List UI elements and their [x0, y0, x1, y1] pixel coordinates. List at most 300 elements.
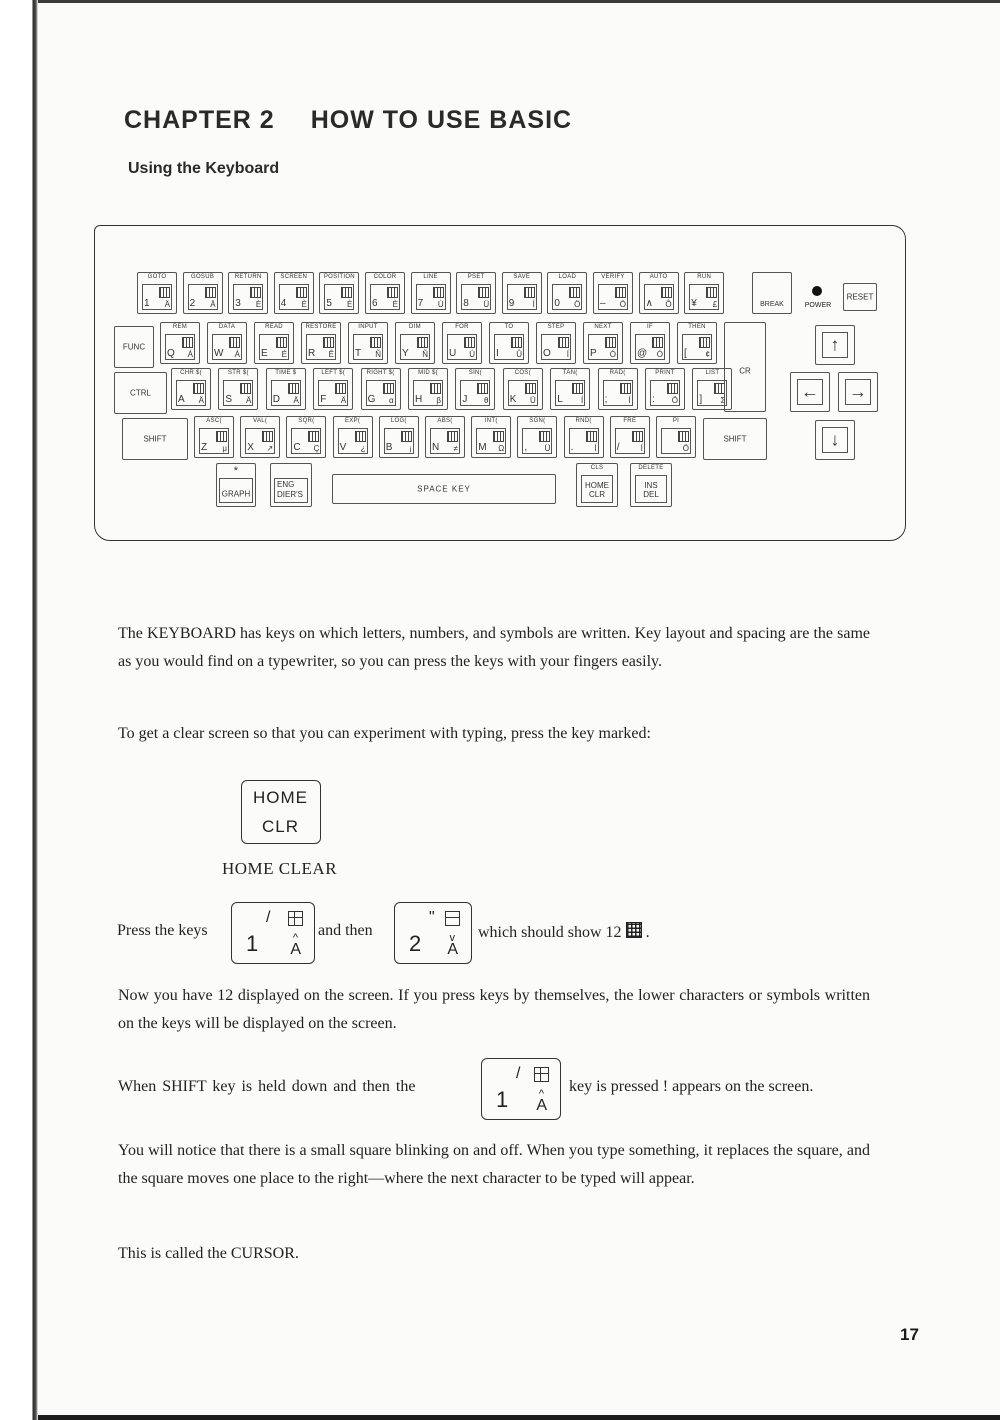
key-character: I	[496, 348, 499, 359]
key-top-label: PSET	[467, 274, 485, 280]
key-alt-character: Ñ	[422, 350, 428, 359]
key-alt-character: ¡	[409, 444, 412, 453]
key-alt-character: È	[392, 300, 398, 309]
key-character: 7	[417, 298, 424, 309]
key-alt-character: Ä	[293, 396, 299, 405]
key-character: B	[385, 442, 393, 453]
ctrl-key-label: CTRL	[130, 388, 151, 398]
chapter-title: HOW TO USE BASIC	[310, 106, 573, 134]
page-number: 17	[900, 1325, 919, 1344]
key-alt-character: Í	[594, 444, 597, 453]
key-character: F	[320, 394, 327, 405]
graphic-glyph-icon	[511, 337, 522, 348]
key-character: ¥	[691, 298, 697, 309]
key-alt-character: Ó	[656, 350, 663, 359]
key-character: ,	[524, 442, 528, 453]
keyboard-key	[301, 322, 341, 364]
key-top-label: RUN	[697, 274, 712, 280]
keyboard-key	[313, 368, 353, 410]
space-key-label: SPACE KEY	[417, 484, 471, 494]
key-top-label: VAL(	[253, 418, 268, 424]
key-top-label: GOSUB	[191, 274, 215, 280]
key-character: ∧	[645, 298, 653, 309]
graphic-glyph-icon	[288, 383, 299, 394]
key-top-label: ABS(	[437, 418, 453, 424]
keyboard-key	[348, 322, 388, 364]
keyboard-key	[456, 272, 496, 314]
key-top-label: RESTORE	[305, 324, 337, 330]
func-key-label: FUNC	[122, 342, 146, 352]
key-alt-character: Á	[234, 350, 240, 359]
key-alt-character: £	[712, 300, 718, 309]
graphic-glyph-icon	[706, 287, 717, 298]
keyboard-key	[137, 272, 177, 314]
key-alt-character: Σ	[720, 396, 726, 405]
key-top-label: RAD(	[609, 370, 626, 376]
key-alt-character: Ö	[671, 396, 678, 405]
graphic-glyph-icon	[159, 287, 170, 298]
paragraph-cursor-name: This is called the CURSOR.	[118, 1245, 299, 1262]
arrow-up-icon: ↑	[830, 334, 840, 355]
key-alt-character: Í	[628, 396, 631, 405]
keyboard-key	[218, 368, 258, 410]
key-top-label: SGN(	[529, 418, 546, 424]
keyboard-key	[408, 368, 448, 410]
key-top-label: SIN(	[468, 370, 482, 376]
page-binding-edge	[0, 0, 38, 1420]
shift-key-1-accent-letter: A	[536, 1097, 547, 1114]
key-top-label: CHR $(	[180, 370, 202, 376]
keyboard-key	[254, 322, 294, 364]
key-alt-character: Ö	[619, 300, 626, 309]
key-character: G	[367, 394, 376, 405]
graphic-glyph-icon	[276, 337, 287, 348]
key-1-figure	[231, 902, 315, 964]
key-character: 2	[189, 298, 196, 309]
key-alt-character: Ä	[164, 300, 170, 309]
arrow-left-icon: ←	[801, 381, 819, 402]
key-top-label: ASC(	[206, 418, 222, 424]
key-top-label: LOAD	[558, 274, 577, 280]
key-top-label: LINE	[423, 274, 438, 280]
key-character: Z	[201, 442, 208, 453]
key-character: A	[178, 394, 185, 405]
home-key-line-2: CLR	[262, 817, 300, 836]
power-indicator	[798, 272, 838, 314]
reset-key	[843, 283, 877, 311]
key-alt-character: μ	[222, 444, 227, 453]
key-top-label: IF	[647, 324, 653, 330]
graphic-glyph-icon	[229, 337, 240, 348]
key-top-label: POSITION	[323, 274, 355, 280]
keyboard-key	[503, 368, 543, 410]
graphic-glyph-icon	[477, 383, 488, 394]
key-top-label: GOTO	[147, 274, 167, 280]
graphic-glyph-icon	[478, 287, 489, 298]
key-alt-character: È	[255, 300, 262, 309]
key-alt-character: Û	[516, 350, 522, 359]
keyboard-key	[489, 322, 529, 364]
graphic-glyph-icon	[605, 337, 616, 348]
ins-key-label-1: INS	[644, 481, 658, 490]
key-top-label: DATA	[218, 324, 236, 330]
key-alt-character: Ê	[328, 350, 334, 359]
arrow-up-key	[815, 325, 855, 365]
key-top-label: TAN(	[562, 370, 578, 376]
key-character: J	[462, 394, 468, 405]
graphic-glyph-icon	[620, 383, 631, 394]
key-top-label: COS(	[514, 370, 531, 376]
key-top-label: FRE	[623, 418, 637, 424]
key-alt-character: Ì	[532, 300, 535, 309]
graph-key-top: *	[233, 465, 239, 477]
break-key-label: BREAK	[760, 301, 784, 308]
key-top-label: LOG(	[390, 418, 407, 424]
break-key	[752, 272, 792, 314]
key-top-label: NEXT	[594, 324, 612, 330]
key-top-label: STEP	[547, 324, 565, 330]
graphic-glyph-icon	[572, 383, 583, 394]
key-character: 3	[235, 298, 241, 309]
key-character: H	[415, 394, 423, 405]
ins-key-label-2: DEL	[643, 490, 659, 499]
graphic-glyph-icon	[341, 287, 352, 298]
key-alt-character: Ö	[574, 300, 581, 309]
key-top-label: SCREEN	[280, 274, 308, 280]
key-character: 6	[372, 298, 378, 309]
delete-key-top: DELETE	[638, 465, 664, 471]
cr-key	[724, 322, 766, 412]
key-alt-character: Ü	[544, 444, 551, 453]
key-alt-character: ≠	[453, 444, 458, 453]
paragraph-cursor-description: You will notice that there is a small square blinking on and off. When you type something, it replaces the square, and the square moves one place to the right—where the next character to be typed will appear.	[118, 1142, 870, 1187]
keyboard-key	[677, 322, 717, 364]
keyboard-key	[639, 272, 679, 314]
key-top-label: STR $(	[227, 370, 249, 376]
func-key	[114, 326, 154, 368]
graphic-glyph-icon	[667, 383, 678, 394]
key-top-label: AUTO	[649, 274, 668, 280]
home-clr-key-figure	[241, 780, 321, 844]
shift-key-1-number: 1	[496, 1087, 509, 1112]
paragraph-keyboard-intro: The KEYBOARD has keys on which letters, numbers, and symbols are written. Key layout and spacing are the same as you would find on a typewriter, so you can press the keys with your fingers easily.	[118, 625, 870, 670]
key-top-label: THEN	[688, 324, 706, 330]
graphic-glyph-icon	[699, 337, 710, 348]
shift-left-key-label: SHIFT	[143, 434, 167, 444]
eng-key-label-1: ENG	[277, 480, 295, 489]
key-character: –	[600, 298, 606, 309]
key-character: S	[225, 394, 233, 405]
graphic-glyph-icon	[615, 287, 626, 298]
key-top-label: LEFT $(	[321, 370, 346, 376]
graphic-glyph-icon	[308, 431, 319, 442]
key-character: ;	[604, 394, 608, 405]
graphic-glyph-icon	[401, 431, 412, 442]
keyboard-key	[455, 368, 495, 410]
graphic-glyph-icon	[430, 383, 441, 394]
keyboard-key	[194, 416, 234, 458]
key-alt-character: Ñ	[375, 350, 381, 359]
key-top-label: RIGHT $(	[366, 370, 395, 376]
graphic-glyph-icon	[370, 337, 381, 348]
keyboard-key	[442, 322, 482, 364]
key-character: C	[293, 442, 301, 453]
key-character: 0	[554, 298, 560, 309]
key-alt-character: Ä	[340, 396, 347, 405]
home-key-label-2: CLR	[588, 490, 605, 499]
key-1-number: 1	[246, 931, 259, 956]
key-1-accent-letter: A	[290, 941, 301, 958]
space-key	[332, 474, 556, 504]
key-alt-character: Ô	[665, 300, 672, 309]
key-character: R	[308, 348, 316, 359]
graphic-glyph-icon	[335, 383, 346, 394]
chapter-number: CHAPTER 2	[124, 106, 275, 134]
keyboard-key	[550, 368, 590, 410]
keyboard-key	[502, 272, 542, 314]
graphic-glyph-icon	[661, 287, 672, 298]
press-keys-end: .	[645, 924, 650, 941]
key-alt-character: È	[301, 300, 307, 309]
key-character: X	[247, 442, 254, 453]
graphic-glyph-icon	[464, 337, 475, 348]
graphic-glyph-icon	[383, 383, 394, 394]
key-character: @	[637, 348, 648, 359]
section-subtitle: Using the Keyboard	[128, 160, 280, 177]
key-top-label: EXP(	[344, 418, 361, 424]
box-glyph-icon	[445, 911, 460, 926]
keyboard-key	[610, 416, 650, 458]
ins-del-key	[630, 463, 672, 507]
key-top-label: PI	[672, 418, 680, 424]
key-2-accent-mark: v	[449, 932, 455, 944]
keyboard-key	[684, 272, 724, 314]
key-alt-character: Ç	[313, 444, 320, 453]
key-top-label: READ	[265, 324, 283, 330]
keyboard-key	[411, 272, 451, 314]
key-character: Y	[402, 348, 409, 359]
key-top-label: INPUT	[358, 324, 378, 330]
graphic-glyph-icon	[240, 383, 251, 394]
key-2-figure	[394, 902, 472, 964]
key-alt-character: Ó	[609, 350, 616, 359]
keyboard-key	[333, 416, 373, 458]
key-top-label: DIM	[409, 324, 421, 330]
key-alt-character: Í	[640, 444, 643, 453]
key-character: 9	[508, 298, 515, 309]
cr-key-label: CR	[739, 366, 751, 376]
graphic-glyph-icon	[569, 287, 580, 298]
keyboard-key	[564, 416, 604, 458]
ctrl-key	[114, 372, 167, 414]
press-keys-suffix	[478, 922, 650, 942]
key-2-symbol: "	[429, 909, 435, 926]
keyboard-key	[171, 368, 211, 410]
graphic-glyph-icon	[524, 287, 535, 298]
key-character: 4	[280, 298, 287, 309]
key-character: /	[616, 442, 620, 453]
key-alt-character: Á	[187, 350, 193, 359]
key-alt-character: Ù	[437, 300, 444, 309]
shift-left-key	[122, 418, 188, 460]
key-character: W	[214, 348, 224, 359]
graphic-glyph-icon	[182, 337, 193, 348]
graphic-glyph-icon	[193, 383, 204, 394]
key-alt-character: È	[347, 300, 353, 309]
graphic-glyph-icon	[447, 431, 458, 442]
power-label: POWER	[804, 302, 832, 309]
graphic-glyph-icon	[678, 431, 689, 442]
shift-right-key	[703, 418, 767, 460]
graphic-glyph-icon	[525, 383, 536, 394]
graphic-glyph-icon	[387, 287, 398, 298]
arrow-left-key	[790, 372, 830, 412]
graphic-glyph-icon	[586, 431, 597, 442]
keyboard-key	[425, 416, 465, 458]
keyboard-key	[379, 416, 419, 458]
graphic-glyph-icon	[262, 431, 273, 442]
keyboard-key	[286, 416, 326, 458]
arrow-right-key	[838, 372, 878, 412]
graphic-glyph-icon	[539, 431, 550, 442]
key-2-number: 2	[409, 931, 422, 956]
keyboard-key	[471, 416, 511, 458]
key-alt-character: Ω	[498, 444, 505, 453]
key-top-label: RETURN	[234, 274, 262, 280]
key-top-label: RND(	[575, 418, 592, 424]
key-top-label: LIST	[705, 370, 720, 376]
key-character: Q	[167, 348, 175, 359]
key-alt-character: Ü	[530, 396, 536, 405]
key-character: D	[272, 394, 281, 405]
key-character: U	[449, 348, 457, 359]
key-alt-character: É	[281, 350, 287, 359]
arrow-down-icon: ↓	[830, 429, 840, 450]
key-character: K	[509, 394, 517, 405]
arrow-down-key	[815, 420, 855, 460]
graphic-glyph-icon	[417, 337, 428, 348]
shift-right-key-label: SHIFT	[723, 434, 747, 444]
key-character: ]	[699, 394, 703, 405]
home-key-label-1: HOME	[585, 481, 609, 490]
key-character: L	[557, 394, 563, 405]
key-alt-character: α	[388, 396, 394, 405]
chapter-heading	[124, 106, 572, 135]
graphic-glyph-icon	[652, 337, 663, 348]
home-clear-caption: HOME CLEAR	[222, 859, 338, 878]
shift-key-1-accent-mark: ^	[538, 1088, 544, 1100]
keyboard-key	[598, 368, 638, 410]
key-alt-character: Ö	[682, 444, 689, 453]
graphic-glyph-icon	[493, 431, 504, 442]
key-alt-character: Ä	[246, 396, 252, 405]
keyboard-key	[645, 368, 685, 410]
key-character: V	[339, 442, 347, 453]
key-character: O	[543, 348, 551, 359]
key-top-label: COLOR	[373, 274, 397, 280]
key-character: [	[684, 348, 687, 359]
home-key-line-1: HOME	[253, 788, 308, 807]
keyboard-key	[536, 322, 576, 364]
graphic-glyph-icon	[205, 287, 216, 298]
keyboard-key	[547, 272, 587, 314]
top-edge	[38, 0, 1000, 3]
keyboard-key	[207, 322, 247, 364]
keyboard-key	[656, 416, 696, 458]
power-light-icon	[812, 286, 822, 296]
keyboard-key	[319, 272, 359, 314]
cls-key-top: CLS	[590, 465, 604, 471]
key-character: M	[478, 442, 487, 453]
shift-line-prefix: When SHIFT key is held down and then the	[118, 1078, 416, 1095]
key-alt-character: Í	[566, 350, 569, 359]
press-keys-suffix-text: which should show 12	[478, 924, 622, 941]
keyboard-key	[630, 322, 670, 364]
key-character: P	[590, 348, 597, 359]
graphic-glyph-icon	[323, 337, 334, 348]
key-1-symbol: /	[266, 909, 271, 926]
paragraph-lower-characters: Now you have 12 displayed on the screen. If you press keys by themselves, the lower characters or symbols written on the keys will be displayed on the screen.	[118, 987, 870, 1032]
graphic-glyph-icon	[558, 337, 569, 348]
keyboard-key	[240, 416, 280, 458]
grid-character-icon	[626, 922, 642, 938]
shift-key-1-figure	[481, 1058, 561, 1120]
key-top-label: REM	[172, 324, 188, 330]
key-character: N	[432, 442, 440, 453]
graphic-glyph-icon	[433, 287, 444, 298]
arrow-right-icon: →	[849, 381, 867, 402]
graph-key-label: GRAPH	[221, 489, 251, 499]
key-2-accent-letter: A	[447, 941, 458, 958]
key-1-accent-mark: ^	[292, 932, 298, 944]
key-top-label: SAVE	[513, 274, 531, 280]
graph-key	[216, 463, 256, 507]
keyboard-key	[395, 322, 435, 364]
key-top-label: INT(	[484, 418, 498, 424]
key-character: 5	[326, 298, 332, 309]
keyboard-key	[517, 416, 557, 458]
key-alt-character: ¿	[360, 444, 366, 453]
graphic-glyph-icon	[216, 431, 227, 442]
key-top-label: TO	[504, 324, 514, 330]
grid-glyph-icon	[288, 911, 303, 926]
keyboard-key	[228, 272, 268, 314]
keyboard-key	[361, 368, 401, 410]
key-alt-character: Ä	[198, 396, 204, 405]
key-character: T	[355, 348, 362, 359]
key-character: .	[570, 442, 574, 453]
bottom-edge	[38, 1415, 1000, 1420]
home-clr-key-small	[576, 463, 618, 507]
grid-glyph-icon	[534, 1067, 549, 1082]
keyboard-key	[593, 272, 633, 314]
reset-key-label: RESET	[846, 292, 874, 302]
keyboard-key	[583, 322, 623, 364]
press-keys-prefix: Press the keys	[117, 922, 208, 939]
eng-key-label-2: DIER'S	[277, 490, 303, 499]
key-top-label: TIME $	[275, 370, 297, 376]
key-alt-character: β	[436, 396, 441, 405]
graphic-glyph-icon	[250, 287, 261, 298]
graphic-glyph-icon	[632, 431, 643, 442]
key-character: E	[261, 348, 268, 359]
key-character: 1	[144, 298, 150, 309]
graphic-glyph-icon	[296, 287, 307, 298]
key-top-label: FOR	[455, 324, 469, 330]
shift-line-suffix: key is pressed ! appears on the screen.	[569, 1078, 814, 1095]
key-alt-character: Ä	[210, 300, 216, 309]
key-alt-character: Í	[580, 396, 584, 405]
